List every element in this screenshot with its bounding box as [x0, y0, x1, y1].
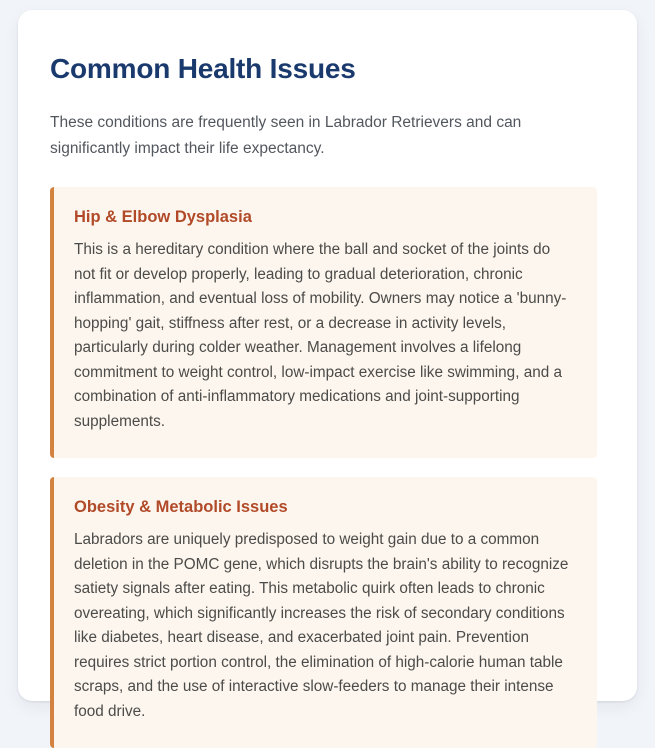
issue-heading: Hip & Elbow Dysplasia	[74, 208, 252, 226]
issue-heading: Obesity & Metabolic Issues	[74, 498, 288, 516]
page-subtitle: These conditions are frequently seen in Labrador Retrievers and can significantly impact their life expectancy.	[50, 114, 522, 157]
health-issue-card-hip-elbow-dysplasia	[50, 187, 597, 458]
issue-body: Labradors are uniquely predisposed to weight gain due to a common deletion in the POMC gene, which disrupts the brain's ability to recognize satiety signals after eating. This metabolic quirk often leads to chronic overeating, which significantly increases the risk of secondary conditions like diabetes, heart disease, and exacerbated joint pain. Prevention requires strict portion control, the elimination of high-calorie human table scraps, and the use of interactive slow-feeders to manage their intense food drive.	[74, 531, 569, 720]
issue-body: This is a hereditary condition where the ball and socket of the joints do not fit or develop properly, leading to gradual deterioration, chronic inflammation, and eventual loss of mobility. Owners may notice a 'bunny-hopping' gait, stiffness after rest, or a decrease in activity levels, particularly during colder weather. Management involves a lifelong commitment to weight control, low-impact exercise like swimming, and a combination of anti-inflammatory medications and joint-supporting supplements.	[74, 241, 567, 430]
health-issue-card-obesity-metabolic	[50, 477, 597, 748]
content-card	[18, 10, 637, 720]
page-title: Common Health Issues	[50, 53, 356, 84]
